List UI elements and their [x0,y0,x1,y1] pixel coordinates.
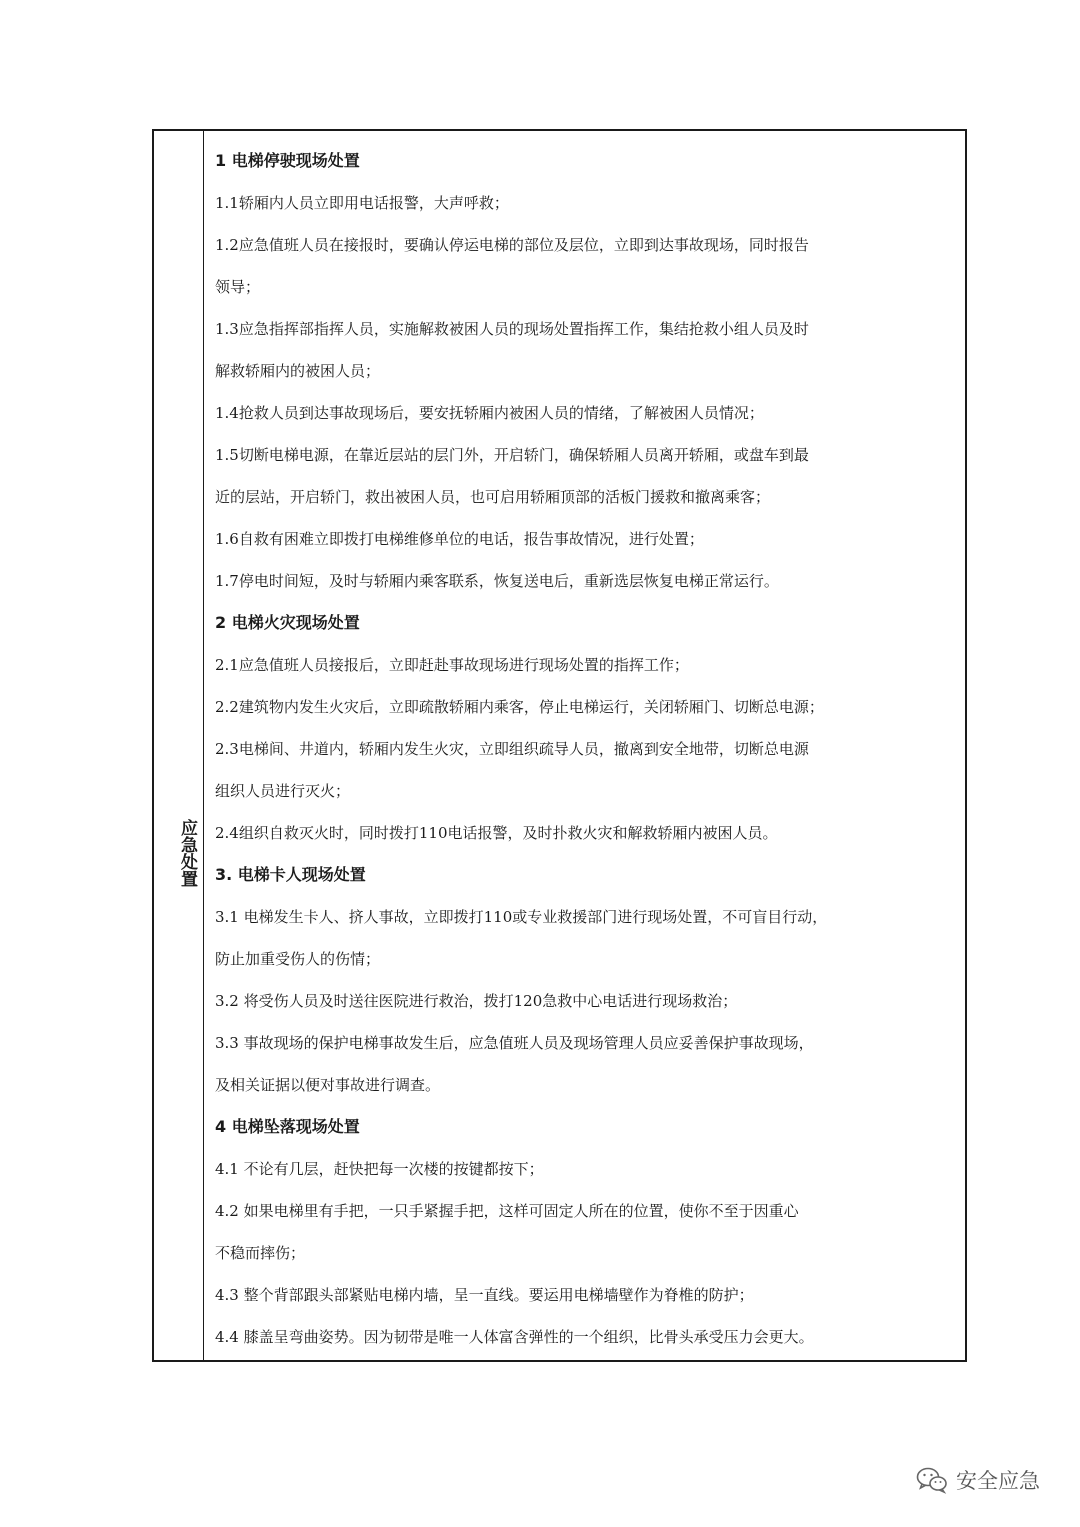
item-line: 3.2 将受伤人员及时送往医院进行救治，拨打120急救中心电话进行现场救治； [215,992,738,1010]
emergency-table [152,129,967,1362]
item-line: 1.5切断电梯电源，在靠近层站的层门外，开启轿门，确保轿厢人员离开轿厢，或盘车到最 [215,446,809,464]
item-line: 4.1 不论有几层，赶快把每一次楼的按键都按下； [215,1160,544,1178]
item-line: 1.6自救有困难立即拨打电梯维修单位的电话，报告事故情况，进行处置； [215,530,704,548]
item-line: 1.4抢救人员到达事故现场后，要安抚轿厢内被困人员的情绪，了解被困人员情况； [215,404,764,422]
footer-watermark [916,1463,1040,1497]
item-line: 领导； [215,278,261,296]
side-label-cell [154,131,204,1360]
section-title: 4 电梯坠落现场处置 [215,1117,360,1136]
item-line: 2.3电梯间、井道内，轿厢内发生火灾，立即组织疏导人员，撤离到安全地带，切断总电源 [215,740,809,758]
item-line: 1.2应急值班人员在接报时，要确认停运电梯的部位及层位，立即到达事故现场，同时报告 [215,236,809,254]
list-item [215,980,957,1022]
table-content [204,131,965,1360]
list-item [215,518,957,560]
section-title: 3. 电梯卡人现场处置 [215,865,366,884]
item-line: 4.2 如果电梯里有手把，一只手紧握手把，这样可固定人所在的位置，使你不至于因重心 [215,1202,799,1220]
list-item [215,182,957,224]
list-item [215,1022,957,1106]
list-item [215,728,957,812]
item-line: 解救轿厢内的被困人员； [215,362,381,380]
item-line: 1.3应急指挥部指挥人员，实施解救被困人员的现场处置指挥工作，集结抢救小组人员及时 [215,320,809,338]
list-item [215,1190,957,1274]
list-item [215,896,957,980]
item-line: 2.4组织自救灭火时，同时拨打110电话报警，及时扑救火灾和解救轿厢内被困人员。 [215,824,778,842]
side-label: 应急处置 [177,819,197,887]
section-title: 2 电梯火灾现场处置 [215,613,360,632]
item-line: 4.4 膝盖呈弯曲姿势。因为韧带是唯一人体富含弹性的一个组织，比骨头承受压力会更大。 [215,1328,814,1346]
item-line: 及相关证据以便对事故进行调查。 [215,1076,441,1094]
section-title: 1 电梯停驶现场处置 [215,151,360,170]
list-item [215,392,957,434]
list-item [215,1274,957,1316]
list-item [215,644,957,686]
item-line: 1.1轿厢内人员立即用电话报警，大声呼救； [215,194,509,212]
list-item [215,224,957,308]
list-item [215,1316,957,1358]
item-line: 2.2建筑物内发生火灾后，立即疏散轿厢内乘客，停止电梯运行，关闭轿厢门、切断总电源； [215,698,824,716]
item-line: 1.7停电时间短，及时与轿厢内乘客联系，恢复送电后，重新选层恢复电梯正常运行。 [215,572,779,590]
list-item [215,434,957,518]
item-line: 3.1 电梯发生卡人、挤人事故，立即拨打110或专业救援部门进行现场处置，不可盲目行动， [215,908,828,926]
item-line: 组织人员进行灭火； [215,782,351,800]
list-item [215,308,957,392]
item-line: 不稳而摔伤； [215,1244,306,1262]
list-item [215,686,957,728]
footer-text: 安全应急 [956,1469,1040,1493]
item-line: 4.3 整个背部跟头部紧贴电梯内墙，呈一直线。要运用电梯墙壁作为脊椎的防护； [215,1286,754,1304]
list-item [215,1148,957,1190]
item-line: 防止加重受伤人的伤情； [215,950,381,968]
item-line: 近的层站，开启轿门，救出被困人员，也可启用轿厢顶部的活板门援救和撤离乘客； [215,488,771,506]
list-item [215,812,957,854]
wechat-icon [916,1466,948,1494]
item-line: 2.1应急值班人员接报后，立即赶赴事故现场进行现场处置的指挥工作； [215,656,689,674]
item-line: 3.3 事故现场的保护电梯事故发生后，应急值班人员及现场管理人员应妥善保护事故现场， [215,1034,814,1052]
list-item [215,560,957,602]
